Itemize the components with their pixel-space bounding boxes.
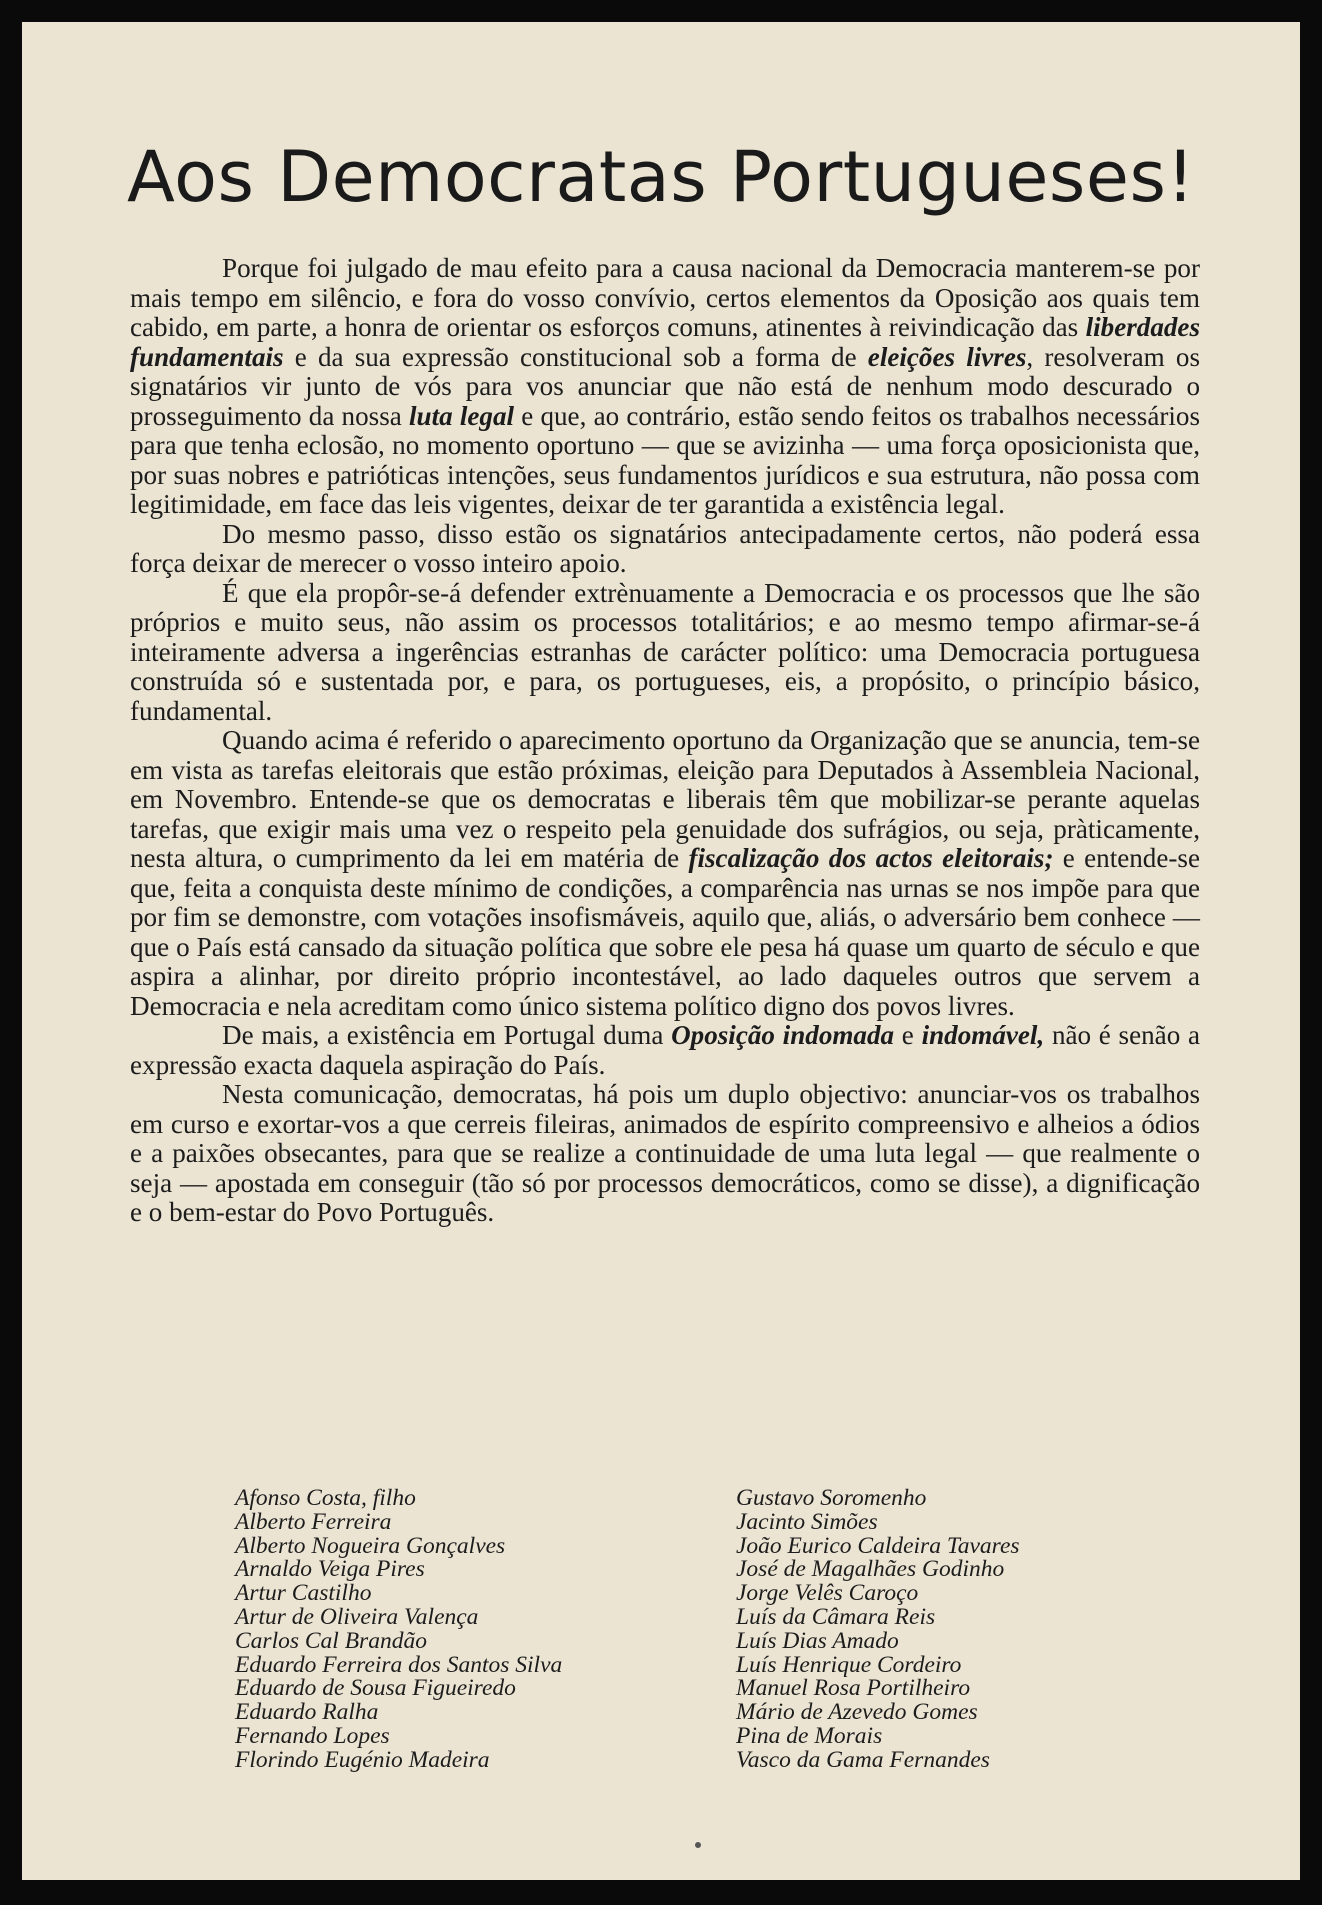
paragraph-text: e entende-se que, feita a conquista deste mínimo de condições, a comparência nas urnas se nos impõe para que por fim se demonstre, com votações insofismáveis, aquilo que, aliás, o adversário bem conhece — que o País está cansado da situação política que sobre ele pesa há quase um quarto de século e que aspira a alinhar, por direito próprio incontestável, ao lado daqueles outros que servem a Democracia e nela acreditam como único sistema político digno dos povos livres. (130, 843, 1200, 1021)
signatory-name: Luís Dias Amado (736, 1627, 899, 1654)
signatory-name: Afonso Costa, filho (235, 1485, 416, 1511)
signatory-name: Artur de Oliveira Valença (235, 1603, 479, 1630)
signatory-name: Alberto Nogueira Gonçalves (235, 1532, 506, 1559)
paragraph-text: De mais, a existência em Portugal duma (222, 1020, 672, 1050)
signatory-name: Mário de Azevedo Gomes (736, 1699, 978, 1726)
paragraph-text: , resolveram os signatários vir junto de vós para vos anunciar que não está de nenhum modo descurado o prosseguimento da nossa (130, 341, 1200, 431)
paragraph (130, 1080, 1200, 1228)
print-mark (695, 1842, 701, 1848)
signatories-left-column (235, 1487, 562, 1773)
signatory-name: Luís Henrique Cordeiro (736, 1651, 962, 1678)
paragraph (130, 579, 1200, 727)
signatory-name: Florindo Eugénio Madeira (235, 1746, 490, 1773)
signatory-name: Eduardo Ferreira dos Santos Silva (235, 1651, 563, 1678)
leaflet-page (22, 22, 1300, 1880)
paragraph-text: não é senão a expressão exacta daquela aspiração do País. (130, 1020, 1201, 1080)
signatory-name: João Eurico Caldeira Tavares (736, 1532, 1020, 1559)
paragraph-text: e da sua expressão constitucional sob a forma de (283, 341, 868, 372)
paragraph (130, 1021, 1200, 1080)
signatory-name: Luís da Câmara Reis (736, 1603, 936, 1630)
emphasized-phrase: Oposição indomada (671, 1020, 895, 1050)
paragraph-text: Porque foi julgado de mau efeito para a causa nacional da Democracia manterem-se por mais tempo em silêncio, e fora do vosso convívio, certos elementos da Oposição aos quais tem cabido, em parte, a honra de orientar os esforços comuns, atinentes à reivindicação das (130, 253, 1200, 342)
signatory-name: Eduardo Ralha (235, 1699, 379, 1726)
paragraph-text: Quando acima é referido o aparecimento oportuno da Organização que se anuncia, tem-se em vista as tarefas eleitorais que estão próximas, eleição para Deputados à Assembleia Nacional, em Novembro. Entende-se que os democratas e liberais têm que mobilizar-se perante aquelas tarefas, que exigir mais uma vez o respeito pela genuidade dos sufrágios, ou seja, pràticamente, nesta altura, o cumprimento da lei em matéria de (130, 725, 1200, 873)
signatory-name: Jacinto Simões (736, 1508, 878, 1535)
emphasized-phrase: liberdades fundamentais (130, 312, 1200, 372)
manifesto-body (130, 254, 1200, 1228)
signatory-name: José de Magalhães Godinho (736, 1556, 1005, 1583)
emphasized-phrase: luta legal (408, 400, 515, 431)
page-title: Aos Democratas Portugueses! (127, 136, 1195, 218)
emphasized-phrase: fiscalização dos actos eleitorais; (688, 843, 1054, 873)
signatory-name: Pina de Morais (736, 1722, 883, 1749)
paragraph-text: e que, ao contrário, estão sendo feitos os trabalhos necessários para que tenha eclosão, no momento oportuno — que se avizinha — uma força oposicionista que, por suas nobres e patrióticas intenções, seus fundamentos jurídicos e sua estrutura, não possa com legitimidade, em face das leis vigentes, deixar de ter garantida a existência legal. (130, 400, 1200, 519)
paragraph-text: Do mesmo passo, disso estão os signatários antecipadamente certos, não poderá essa força deixar de merecer o vosso inteiro apoio. (130, 518, 1200, 578)
paragraph (130, 520, 1200, 579)
signatories-right-column (736, 1487, 1020, 1773)
paragraph (130, 726, 1200, 1021)
signatory-name: Vasco da Gama Fernandes (736, 1746, 990, 1773)
signatory-name: Eduardo de Sousa Figueiredo (235, 1675, 516, 1702)
signatory-name: Gustavo Soromenho (736, 1485, 927, 1511)
signatory-name: Jorge Velês Caroço (736, 1580, 919, 1607)
signatory-name: Arnaldo Veiga Pires (235, 1556, 425, 1583)
signatory-name: Artur Castilho (235, 1580, 372, 1607)
emphasized-phrase: eleições livres (867, 341, 1027, 372)
paragraph (130, 254, 1200, 520)
signatory-name: Carlos Cal Brandão (235, 1627, 427, 1654)
paragraph-text: Nesta comunicação, democratas, há pois um duplo objectivo: anunciar-vos os trabalhos em curso e exortar-vos a que cerreis fileiras, animados de espírito compreensivo e alheios a ódios e a paixões obsecantes, para que se realize a continuidade de uma luta legal — que realmente o seja — apostada em conseguir (tão só por processos democráticos, como se disse), a dignificação e o bem-estar do Povo Português. (130, 1079, 1200, 1227)
signatory-name: Alberto Ferreira (235, 1508, 392, 1535)
signatory-name: Fernando Lopes (235, 1722, 390, 1749)
paragraph-text: e (894, 1020, 922, 1050)
paragraph-text: É que ela propôr-se-á defender extrènuamente a Democracia e os processos que lhe são próprios e muito seus, não assim os processos totalitários; e ao mesmo tempo afirmar-se-á inteiramente adversa a ingerências estranhas de carácter político: uma Democracia portuguesa construída só e sustentada por, e para, os portugueses, eis, a propósito, o princípio básico, fundamental. (130, 577, 1200, 726)
signatory-name: Manuel Rosa Portilheiro (736, 1675, 971, 1702)
emphasized-phrase: indomável, (921, 1020, 1045, 1050)
